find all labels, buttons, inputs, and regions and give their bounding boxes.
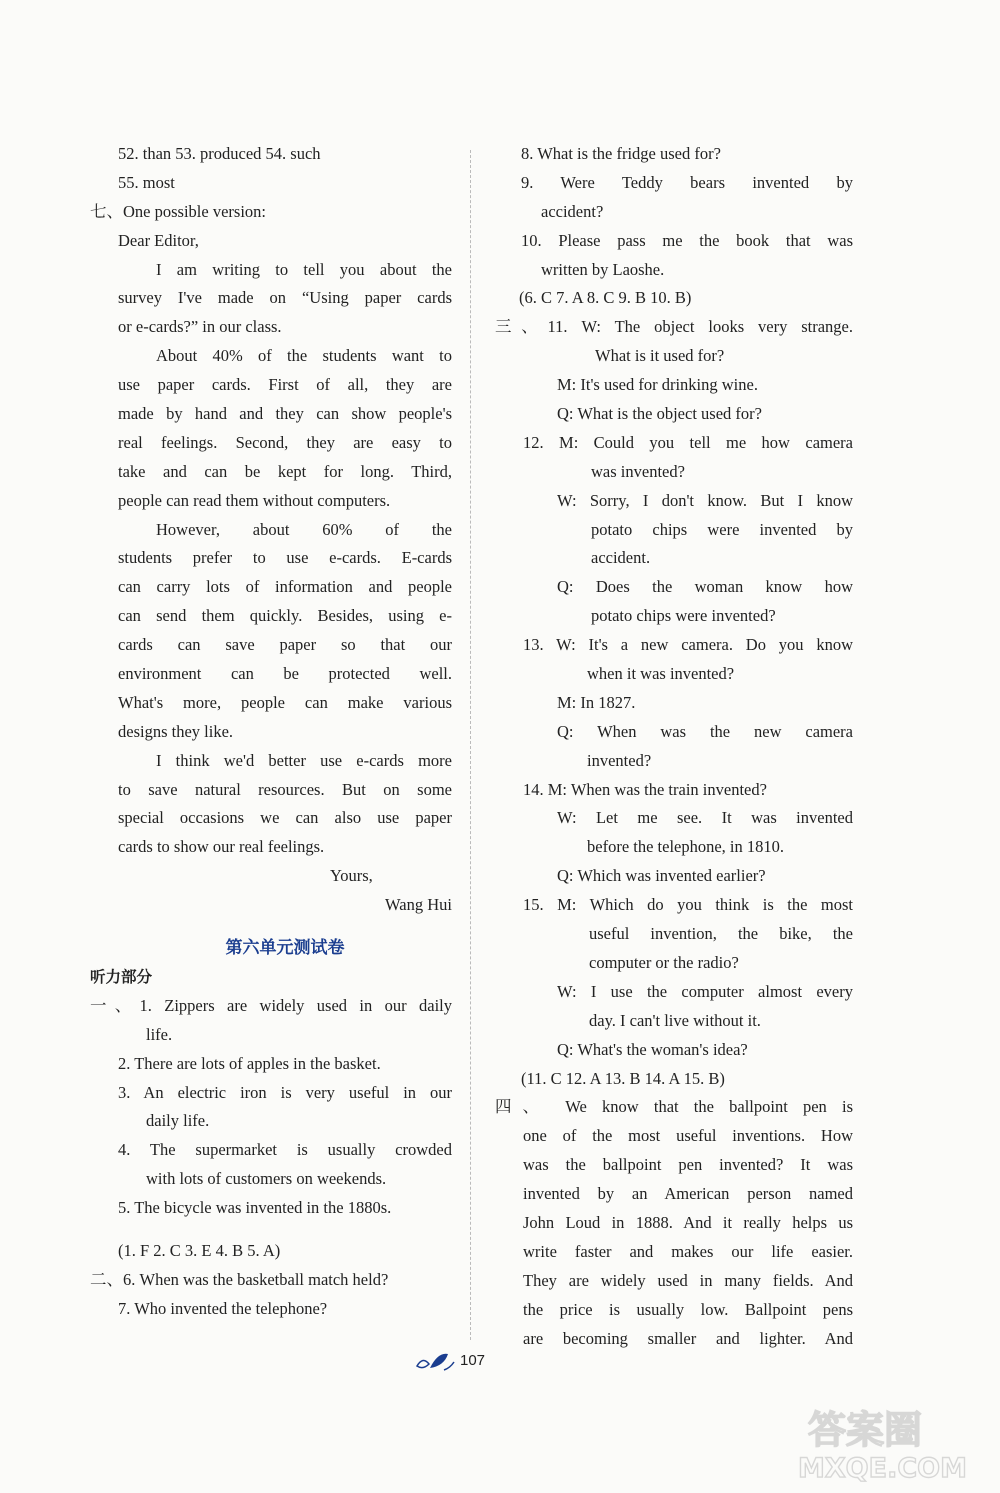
- listening-part-3: [495, 313, 853, 1093]
- letter-line: made by hand and they can show people's: [118, 404, 452, 424]
- passage-line: are becoming smaller and lighter. And: [523, 1328, 853, 1348]
- dialogue-line: Q: Which was invented earlier?: [557, 866, 766, 886]
- dialogue-line: Q: When was the new camera: [557, 721, 853, 741]
- letter-line: I think we'd better use e-cards more: [156, 750, 452, 770]
- dialogue-line: before the telephone, in 1810.: [587, 837, 785, 857]
- question-line: with lots of customers on weekends.: [146, 1169, 387, 1189]
- dialogue-line: when it was invented?: [587, 664, 735, 684]
- dialogue-line: potato chips were invented?: [591, 606, 776, 626]
- left-column: [90, 140, 452, 1324]
- letter-line: survey I've made on “Using paper cards: [118, 288, 452, 308]
- sample-letter: [118, 256, 452, 920]
- dialogue-line: 15. M: Which do you think is the most: [523, 895, 853, 915]
- letter-line: or e-cards?” in our class.: [118, 317, 282, 337]
- letter-line: people can read them without computers.: [118, 490, 391, 510]
- question-line: 5. The bicycle was invented in the 1880s.: [118, 1198, 392, 1218]
- answer-key: (11. C 12. A 13. B 14. A 15. B): [521, 1068, 725, 1088]
- dialogue-line: W: I use the computer almost every: [557, 981, 853, 1001]
- dialogue-line: 14. M: When was the train invented?: [523, 779, 767, 799]
- answer-line: 52. than 53. produced 54. such: [118, 144, 321, 163]
- letter-line: to save natural resources. But on some: [118, 779, 452, 799]
- watermark-text: MXQE.COM: [798, 1453, 967, 1483]
- question-line: 2. There are lots of apples in the basket.: [118, 1053, 381, 1073]
- question-line: 一、1. Zippers are widely used in our daily: [90, 995, 452, 1015]
- question-line: 7. Who invented the telephone?: [118, 1298, 328, 1318]
- passage-line: one of the most useful inventions. How: [523, 1126, 853, 1146]
- answer-key: (6. C 7. A 8. C 9. B 10. B): [519, 288, 692, 308]
- right-column: [495, 140, 853, 1353]
- question-line: accident?: [541, 201, 604, 221]
- letter-line: students prefer to use e-cards. E-cards: [118, 548, 452, 568]
- dialogue-line: accident.: [591, 548, 651, 568]
- question-line: life.: [146, 1024, 173, 1044]
- question-line: written by Laoshe.: [541, 259, 665, 279]
- question-line: 二、6. When was the basketball match held?: [90, 1269, 389, 1289]
- passage-line: They are widely used in many fields. And: [523, 1270, 853, 1290]
- passage-line: 四、 We know that the ballpoint pen is: [495, 1097, 853, 1117]
- letter-line: environment can be protected well.: [118, 664, 452, 684]
- passage-line: the price is usually low. Ballpoint pens: [523, 1299, 853, 1319]
- dialogue-line: invented?: [587, 750, 652, 770]
- question-line: 3. An electric iron is very useful in our: [118, 1082, 452, 1102]
- dialogue-line: computer or the radio?: [589, 952, 739, 972]
- passage-line: invented by an American person named: [523, 1184, 853, 1204]
- dialogue-line: useful invention, the bike, the: [589, 924, 853, 944]
- dialogue-line: potato chips were invented by: [591, 519, 853, 539]
- question-line: daily life.: [146, 1111, 210, 1131]
- dialogue-line: M: It's used for drinking wine.: [557, 375, 758, 395]
- question-line: 10. Please pass me the book that was: [521, 230, 853, 250]
- dialogue-line: 13. W: It's a new camera. Do you know: [523, 635, 853, 655]
- dialogue-line: Q: Does the woman know how: [557, 577, 853, 597]
- column-divider: [470, 150, 471, 1340]
- listening-heading: 听力部分: [90, 967, 153, 986]
- leaf-ornament-icon: [414, 1350, 458, 1376]
- letter-line: can send them quickly. Besides, using e-: [118, 606, 452, 626]
- passage-line: John Loud in 1888. And it really helps us: [523, 1212, 853, 1232]
- letter-line: designs they like.: [118, 721, 234, 741]
- salutation: Dear Editor,: [118, 230, 199, 250]
- letter-line: I am writing to tell you about the: [156, 259, 452, 279]
- letter-line: real feelings. Second, they are easy to: [118, 432, 452, 452]
- letter-line: cards to show our real feelings.: [118, 837, 325, 857]
- letter-line: What's more, people can make various: [118, 692, 452, 712]
- letter-line: However, about 60% of the: [156, 519, 452, 539]
- question-line: 8. What is the fridge used for?: [521, 144, 721, 163]
- answer-line: 55. most: [118, 172, 175, 192]
- dialogue-line: W: Let me see. It was invented: [557, 808, 853, 828]
- letter-line: can carry lots of information and people: [118, 577, 452, 597]
- passage-line: write faster and makes our life easier.: [523, 1241, 853, 1261]
- passage-line: was the ballpoint pen invented? It was: [523, 1155, 853, 1175]
- letter-signature: Wang Hui: [385, 895, 452, 915]
- section-heading: 七、One possible version:: [90, 201, 266, 221]
- letter-closing: Yours,: [330, 866, 373, 886]
- dialogue-line: 三、11. W: The object looks very strange.: [495, 317, 853, 337]
- dialogue-line: Q: What's the woman's idea?: [557, 1039, 748, 1059]
- question-line: 9. Were Teddy bears invented by: [521, 172, 853, 192]
- letter-line: take and can be kept for long. Third,: [118, 461, 452, 481]
- letter-line: special occasions we can also use paper: [118, 808, 452, 828]
- listening-part-2: [90, 1266, 452, 1324]
- watermark-logo-text: 答案圈: [808, 1408, 923, 1452]
- listening-part-4: [495, 1093, 853, 1353]
- dialogue-line: Q: What is the object used for?: [557, 404, 762, 424]
- dialogue-line: W: Sorry, I don't know. But I know: [557, 490, 853, 510]
- page-number: 107: [460, 1352, 486, 1369]
- watermark-logo-icon: [796, 1397, 986, 1483]
- dialogue-line: day. I can't live without it.: [589, 1010, 761, 1030]
- letter-line: cards can save paper so that our: [118, 635, 452, 655]
- dialogue-line: M: In 1827.: [557, 692, 636, 712]
- listening-part-1: [90, 992, 452, 1266]
- section-title: 第六单元测试卷: [225, 938, 345, 959]
- question-line: 4. The supermarket is usually crowded: [118, 1140, 452, 1160]
- letter-line: use paper cards. First of all, they are: [118, 375, 452, 395]
- dialogue-line: 12. M: Could you tell me how camera: [523, 432, 853, 452]
- dialogue-line: was invented?: [591, 461, 685, 481]
- letter-line: About 40% of the students want to: [156, 346, 452, 366]
- dialogue-line: What is it used for?: [595, 346, 725, 366]
- answer-key: (1. F 2. C 3. E 4. B 5. A): [118, 1240, 281, 1260]
